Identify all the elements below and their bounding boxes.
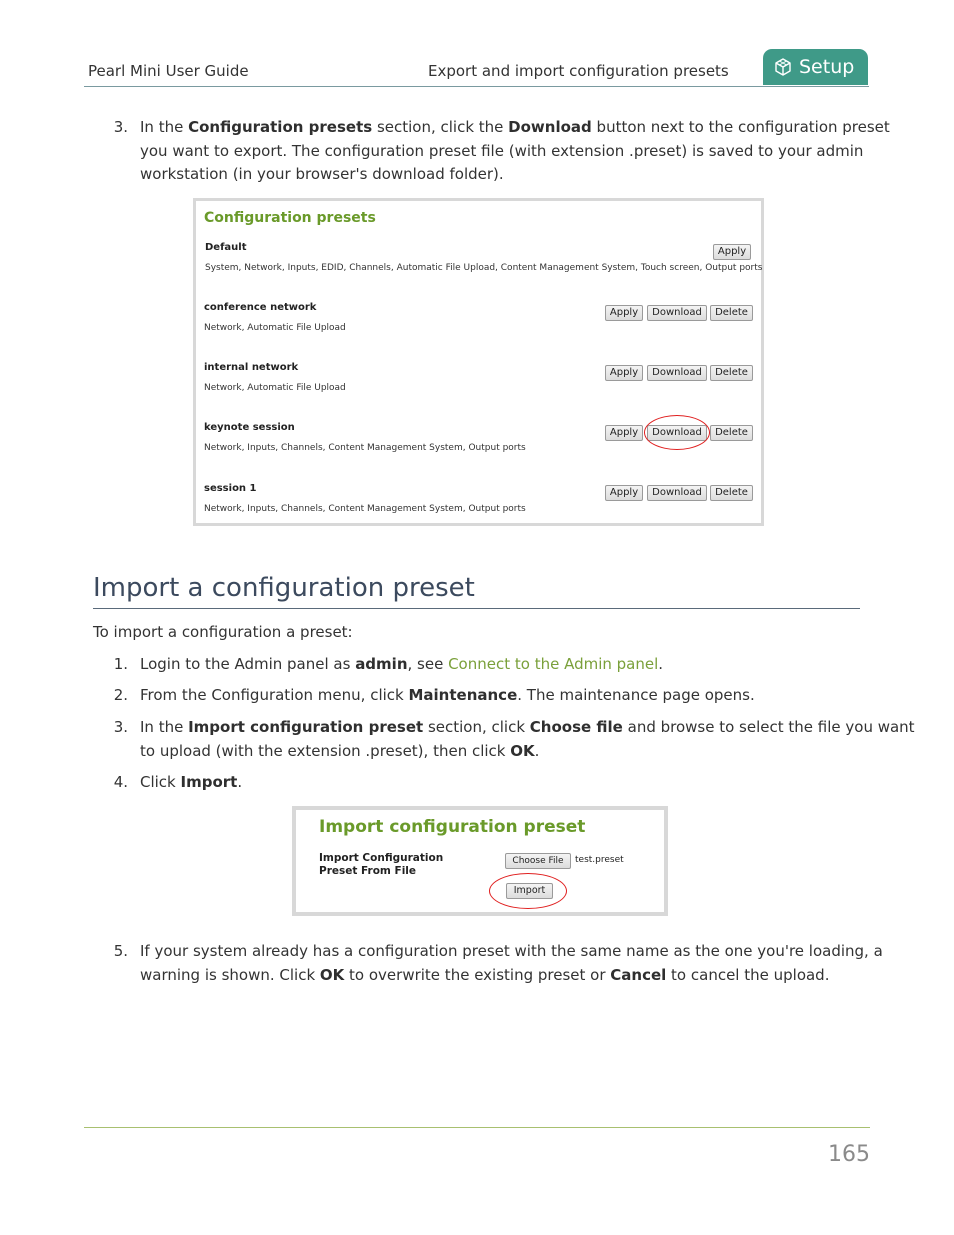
apply-button[interactable]: Apply xyxy=(605,425,643,441)
download-button[interactable]: Download xyxy=(647,485,707,501)
admin-panel-link[interactable]: Connect to the Admin panel xyxy=(448,655,659,673)
preset-name: internal network xyxy=(204,362,299,373)
footer-rule xyxy=(84,1127,870,1128)
apply-button[interactable]: Apply xyxy=(605,365,643,381)
figure-title: Configuration presets xyxy=(204,210,376,226)
page-number: 165 xyxy=(828,1142,870,1167)
delete-button[interactable]: Delete xyxy=(710,305,753,321)
preset-name: conference network xyxy=(204,302,317,313)
preset-description: Network, Automatic File Upload xyxy=(204,383,346,393)
intro-text: To import a configuration a preset: xyxy=(93,623,353,641)
preset-name: keynote session xyxy=(204,422,295,433)
delete-button[interactable]: Delete xyxy=(710,425,753,441)
step-number: 2. xyxy=(113,686,128,704)
section-title: Export and import configuration presets xyxy=(428,62,729,80)
header-rule xyxy=(84,86,869,87)
heading-rule xyxy=(93,608,860,609)
preset-description: System, Network, Inputs, EDID, Channels, Automatic File Upload, Content Management System, Touch screen, Output ports xyxy=(205,263,763,273)
download-button[interactable]: Download xyxy=(647,365,707,381)
import-step-5: If your system already has a configuration preset with the same name as the one you're loading, a warning is shown. Click OK to overwrite the existing preset or Cancel to cancel the upload. xyxy=(140,942,883,984)
import-step-3: In the Import configuration preset section, click Choose file and browse to select the file you want to upload (with the extension .preset), then click OK. xyxy=(140,718,915,760)
figure-title: Import configuration preset xyxy=(319,817,586,837)
step-number: 3. xyxy=(113,118,128,136)
guide-title: Pearl Mini User Guide xyxy=(88,62,249,80)
import-step-1: Login to the Admin panel as admin, see Connect to the Admin panel. xyxy=(140,655,664,673)
setup-tab[interactable] xyxy=(763,49,868,85)
setup-tab-label: Setup xyxy=(799,56,855,78)
import-preset-figure xyxy=(292,806,668,916)
file-name: test.preset xyxy=(575,855,624,865)
step-number: 3. xyxy=(113,718,128,736)
preset-description: Network, Inputs, Channels, Content Management System, Output ports xyxy=(204,443,526,453)
step-number: 4. xyxy=(113,773,128,791)
preset-description: Network, Automatic File Upload xyxy=(204,323,346,333)
choose-file-button[interactable]: Choose File xyxy=(505,853,571,869)
download-button[interactable]: Download xyxy=(647,425,707,441)
apply-button[interactable]: Apply xyxy=(713,244,751,260)
delete-button[interactable]: Delete xyxy=(710,365,753,381)
preset-description: Network, Inputs, Channels, Content Management System, Output ports xyxy=(204,504,526,514)
preset-name: session 1 xyxy=(204,483,257,494)
import-button[interactable]: Import xyxy=(506,883,553,899)
apply-button[interactable]: Apply xyxy=(605,305,643,321)
preset-name: Default xyxy=(205,242,247,253)
download-button[interactable]: Download xyxy=(647,305,707,321)
apply-button[interactable]: Apply xyxy=(605,485,643,501)
cube-icon xyxy=(773,57,793,77)
highlight-circle xyxy=(644,415,710,450)
import-step-4: Click Import. xyxy=(140,773,243,791)
step-number: 1. xyxy=(113,655,128,673)
highlight-circle xyxy=(489,873,567,909)
import-label: Import Configuration Preset From File xyxy=(319,852,444,877)
configuration-presets-figure xyxy=(193,198,764,526)
section-heading: Import a configuration preset xyxy=(93,573,475,603)
delete-button[interactable]: Delete xyxy=(710,485,753,501)
export-step-text: In the Configuration presets section, click the Download button next to the configuration preset you want to export. The configuration preset file (with extension .preset) is saved to your admin workstation (in your browser's download folder). xyxy=(140,118,890,183)
import-step-2: From the Configuration menu, click Maintenance. The maintenance page opens. xyxy=(140,686,755,704)
step-number: 5. xyxy=(113,942,128,960)
